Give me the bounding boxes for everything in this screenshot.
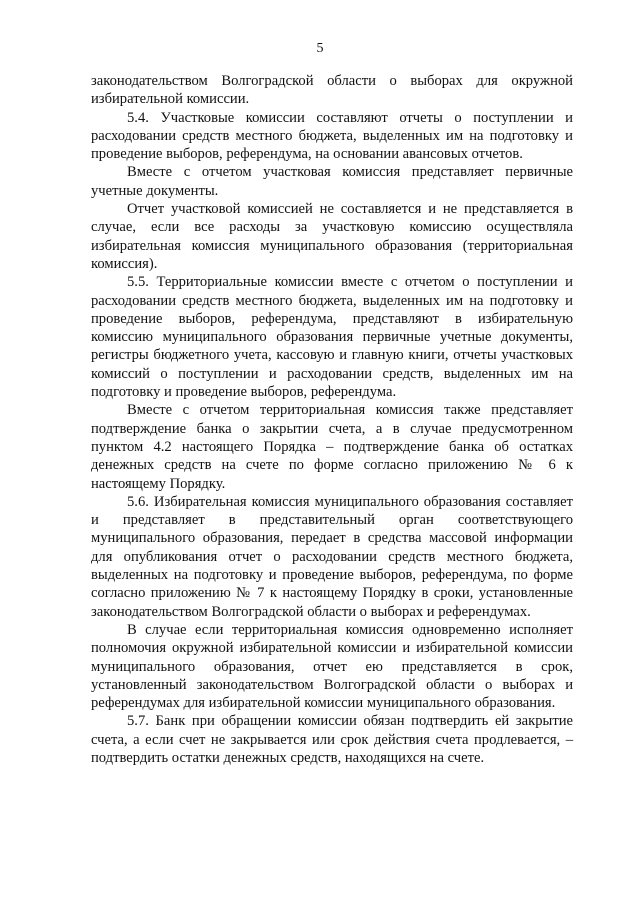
paragraph-5-6: 5.6. Избирательная комиссия муниципального образования составляет и представляет в представительный орган соответствующего муниципального образования, передает в средства массовой информации для опубликования отчет о расходовании средств местного бюджета, выделенных на подготовку и проведение выборов, референдума, по форме согласно приложению № 7 к настоящему Порядку в сроки, установленные законодательством Волгоградской области о выборах и референдумах. [91,493,573,620]
paragraph-5-4-documents: Вместе с отчетом участковая комиссия представляет первичные учетные документы. [91,164,573,199]
document-body [91,72,573,767]
paragraph-5-4: 5.4. Участковые комиссии составляют отчеты о поступлении и расходовании средств местного бюджета, выделенных им на подготовку и проведение выборов, референдума, на основании авансовых отчетов. [91,109,573,163]
paragraph-5-7: 5.7. Банк при обращении комиссии обязан подтвердить ей закрытие счета, а если счет не закрывается или срок действия счета продлевается, – подтвердить остатки денежных средств, находящихся на счете. [91,713,573,766]
paragraph-5-4-exception: Отчет участковой комиссией не составляется и не представляется в случае, если все расходы за участковую комиссию осуществляла избирательная комиссия муниципального образования (территориальная комиссия). [91,201,573,272]
page-number: 5 [316,41,324,56]
paragraph-5-5-bank-confirmation: Вместе с отчетом территориальная комиссия также представляет подтверждение банка о закрытии счета, а в случае предусмотренном пунктом 4.2 настоящего Порядка – подтверждение банка об остатках денежных средств на счете по форме согласно приложению № 6 к настоящему Порядку. [91,402,573,492]
paragraph-continuation: законодательством Волгоградской области о выборах для окружной избирательной комиссии. [91,73,573,108]
paragraph-5-6-territorial: В случае если территориальная комиссия одновременно исполняет полномочия окружной избирательной комиссии и избирательной комиссии муниципального образования, отчет ею представляется в срок, установленный законодательством Волгоградской области о выборах и референдумах для избирательной комиссии муниципального образования. [91,621,573,712]
paragraph-5-5: 5.5. Территориальные комиссии вместе с отчетом о поступлении и расходовании средств местного бюджета, выделенных им на подготовку и проведение выборов, референдума, представляют в избирательную комиссию муниципального образования первичные учетные документы, регистры бюджетного учета, кассовую и главную книги, отчеты участковых комиссий о поступлении и расходовании средств, выделенных им на подготовку и проведение выборов, референдума. [91,274,573,401]
